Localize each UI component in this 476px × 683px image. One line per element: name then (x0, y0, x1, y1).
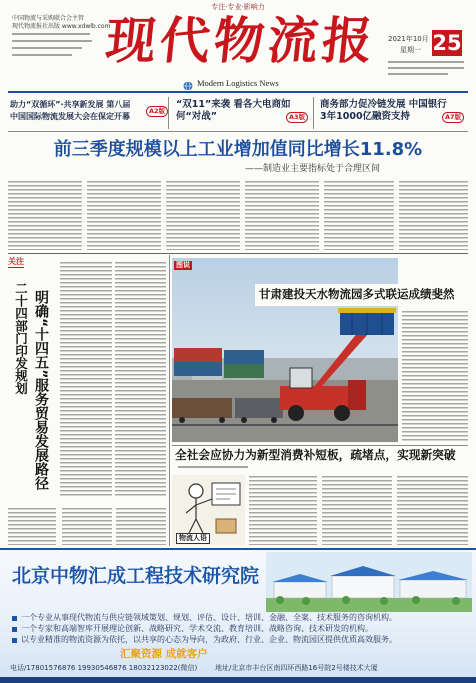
ad-bullet: 以专业精准的物流资源为依托，以共享的心态为导向，为政府、行业、企业、物流园区提供优质高效服务。 (21, 635, 397, 644)
focus-tag: 关注 (8, 257, 24, 266)
ad-illustration (266, 552, 472, 612)
cartoon-sign (212, 483, 240, 505)
focus-body-column (60, 262, 112, 498)
commentary-byline (178, 466, 248, 468)
lunar-date-line (388, 61, 464, 63)
photo-story-headline: 甘肃建投天水物流园多式联运成绩斐然 (259, 287, 455, 301)
lunar-date-line (388, 67, 464, 69)
ad-bottom-strip (0, 677, 476, 683)
ad-bullet: 一个专业从事现代物流与供应链领域策划、规划、评估、设计、培训、金融、全案、技术服务的咨询机构。 (21, 613, 397, 622)
focus-title-line1: 二十四部门印发规划 (13, 282, 29, 395)
teaser-a7 (320, 99, 447, 123)
focus-body-column (8, 508, 56, 545)
publisher-line: 中国物流与采购联合会主管 (12, 15, 85, 22)
ad-bullet: 一个专家和高端智库开展理论创新、战略研究、学术交流、教育培训、战略咨询、技术研发的机构。 (21, 624, 373, 633)
section-divider (169, 255, 170, 546)
square-bullet-icon (12, 616, 17, 621)
ad-phone: 电话/17801576876 19930546876 18032123022(微信) (10, 664, 198, 672)
publisher-info-line (12, 40, 92, 42)
publisher-line: 现代物流报社出版 www.xdwlb.com (12, 23, 111, 30)
photo-label: 图说 (176, 261, 190, 269)
commentary-body-column (249, 476, 317, 545)
issue-weekday: 星期一 (400, 46, 421, 54)
commentary-body-column (322, 476, 392, 545)
cartoon-parcel (216, 519, 236, 533)
ad-slogan: 汇聚资源 成就客户 (120, 648, 208, 660)
teaser-line: 中国国际物流发展大会在保定开幕 (10, 112, 130, 121)
top-slogan: 专注·专业·影响力 (211, 3, 265, 11)
publisher-info-line (12, 47, 82, 49)
focus-body-column (62, 508, 112, 545)
lead-body-column (324, 181, 394, 250)
container-stack (174, 348, 264, 378)
publisher-info-line (12, 54, 72, 56)
teaser-bottom-rule (8, 131, 468, 132)
ad-title: 北京中物汇成工程技术研究院 (12, 565, 260, 587)
teaser-line: “双11”来袭 看各大电商如 (176, 99, 291, 110)
publisher-info-line (12, 33, 90, 35)
teaser-line: 助力“双循环”·共享新发展 第八届 (10, 100, 131, 109)
cartoon-label: 物流人语 (176, 533, 210, 544)
header-divider (8, 91, 468, 93)
photo-bottom-rule (172, 445, 468, 446)
teaser-line: 3年1000亿融资支持 (320, 111, 411, 122)
commentary-headline: 全社会应协力为新型消费补短板，疏堵点，实现新突破 (175, 448, 456, 462)
focus-title-line2: 明确“十四五”服务贸易发展路径 (33, 290, 49, 491)
lead-bottom-rule (8, 253, 468, 254)
teaser-a3 (176, 99, 291, 123)
teaser-divider (168, 97, 169, 129)
teaser-line: 何“对战” (176, 111, 217, 122)
lead-headline: 前三季度规模以上工业增加值同比增长11.8% (53, 139, 423, 160)
page-tag: A3版 (286, 112, 308, 123)
page-tag: A7版 (442, 112, 464, 123)
lead-body-column (399, 181, 468, 250)
page-tag: A2版 (146, 106, 168, 117)
focus-body-column (116, 508, 166, 545)
focus-body-column (115, 262, 166, 498)
ad-address: 地址/北京市丰台区南四环西路16号院2号楼技术大厦 (215, 664, 378, 672)
issue-day: 25 (432, 31, 462, 55)
lunar-date-line (388, 73, 448, 75)
lead-subhead: ——制造业主要指标处于合理区间 (245, 164, 381, 174)
lead-body-column (245, 181, 319, 250)
globe-icon (183, 78, 193, 88)
english-name: Modern Logistics News (197, 78, 279, 88)
photo-story-body (402, 311, 468, 441)
square-bullet-icon (12, 638, 17, 643)
teaser-divider (313, 97, 314, 129)
lead-body-column (166, 181, 240, 250)
lead-body-column (87, 181, 161, 250)
ad-ground (266, 598, 472, 612)
teaser-a2 (10, 99, 130, 123)
commentary-body-column (397, 476, 468, 545)
lead-body-column (8, 181, 82, 250)
square-bullet-icon (12, 627, 17, 632)
masthead-title: 现代物流报 (102, 11, 380, 70)
issue-year-month: 2021年10月 (388, 35, 429, 43)
teaser-line: 商务部力促冷链发展 中国银行 (320, 99, 447, 110)
lifted-container (340, 313, 394, 335)
